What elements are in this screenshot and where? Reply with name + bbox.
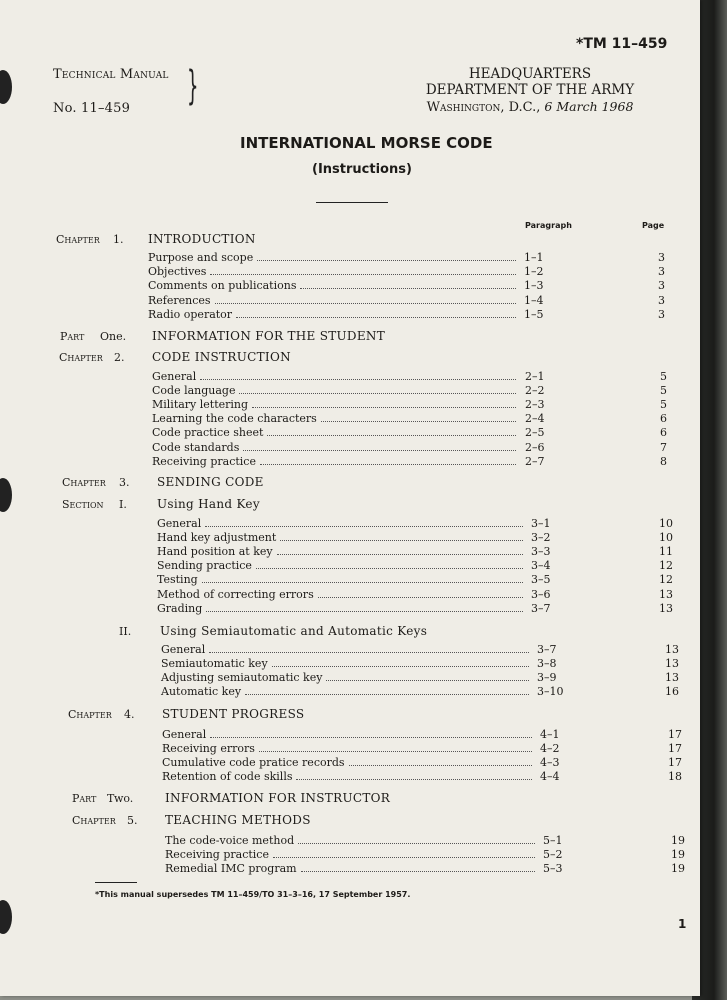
- toc-page-number: 13: [659, 587, 673, 601]
- dot-leader: [245, 693, 529, 695]
- toc-entry-title: Military lettering: [152, 398, 249, 412]
- toc-entry[interactable]: [161, 643, 533, 656]
- toc-entry[interactable]: [161, 671, 533, 684]
- toc-paragraph-number: 3–2: [531, 531, 551, 545]
- toc-entry[interactable]: [165, 834, 539, 847]
- toc-page-number: 3: [658, 307, 665, 321]
- brace: }: [186, 63, 199, 109]
- toc-entry-title: Receiving errors: [162, 742, 255, 756]
- toc-entry[interactable]: [162, 728, 536, 741]
- dot-leader: [259, 750, 532, 752]
- dot-leader: [256, 567, 523, 569]
- toc-heading: INTRODUCTION: [148, 232, 256, 246]
- toc-number: 5.: [127, 814, 138, 827]
- manual-label: Technical Manual: [53, 67, 169, 82]
- dot-leader: [277, 553, 523, 555]
- toc-paragraph-number: 4–2: [540, 742, 560, 756]
- toc-entry-title: General: [157, 517, 202, 530]
- toc-page-number: 19: [671, 862, 685, 876]
- paragraph-column-header: Paragraph: [525, 221, 572, 230]
- toc-page-number: 5: [660, 370, 667, 383]
- toc-paragraph-number: 1–2: [524, 265, 544, 279]
- toc-entry-title: References: [148, 293, 211, 307]
- toc-heading: INFORMATION FOR INSTRUCTOR: [165, 791, 391, 805]
- dot-leader: [200, 378, 516, 380]
- dot-leader: [272, 665, 529, 667]
- toc-entry-title: Objectives: [148, 265, 207, 279]
- toc-entry-title: Hand position at key: [157, 545, 273, 559]
- toc-number: 4.: [124, 708, 135, 721]
- toc-paragraph-number: 2–6: [525, 440, 545, 454]
- toc-entry-title: Sending practice: [157, 559, 252, 573]
- toc-entry-title: Radio operator: [148, 307, 233, 321]
- toc-page-number: 19: [671, 848, 685, 862]
- toc-label: Chapter: [68, 708, 112, 721]
- department-line: DEPARTMENT OF THE ARMY: [425, 82, 635, 98]
- footnote: *This manual supersedes TM 11–459/TO 31–3–16, 17 September 1957.: [95, 890, 411, 899]
- toc-paragraph-number: 3–4: [531, 559, 551, 573]
- toc-entry-title: Grading: [157, 601, 203, 615]
- toc-paragraph-number: 3–9: [537, 671, 557, 685]
- toc-paragraph-number: 5–3: [543, 862, 563, 876]
- toc-entry[interactable]: [157, 559, 527, 572]
- footnote-rule: [95, 882, 137, 883]
- toc-entry[interactable]: [152, 455, 520, 468]
- toc-heading: CODE INSTRUCTION: [152, 350, 291, 364]
- toc-heading: SENDING CODE: [157, 475, 264, 489]
- toc-entry[interactable]: [152, 370, 520, 383]
- toc-entry[interactable]: [157, 602, 527, 615]
- dot-leader: [280, 539, 523, 541]
- toc-page-number: 6: [660, 412, 667, 426]
- toc-paragraph-number: 3–7: [531, 601, 551, 615]
- toc-page-number: 13: [665, 671, 679, 685]
- toc-entry[interactable]: [157, 573, 527, 586]
- dot-leader: [301, 870, 535, 872]
- toc-entry[interactable]: [148, 265, 520, 278]
- toc-page-number: 17: [668, 756, 682, 770]
- dot-leader: [267, 434, 516, 436]
- dot-leader: [210, 273, 516, 275]
- dot-leader: [257, 259, 516, 261]
- toc-entry[interactable]: [157, 531, 527, 544]
- toc-page-number: 10: [659, 531, 673, 545]
- toc-entry[interactable]: [162, 756, 536, 769]
- toc-page-number: 16: [665, 685, 679, 699]
- toc-entry-title: Retention of code skills: [162, 770, 293, 784]
- toc-page-number: 12: [659, 573, 673, 587]
- toc-entry-title: Code language: [152, 384, 236, 398]
- toc-paragraph-number: 2–1: [525, 370, 545, 383]
- dot-leader: [273, 856, 535, 858]
- dot-leader: [206, 610, 523, 612]
- toc-page-number: 5: [660, 398, 667, 412]
- toc-paragraph-number: 3–6: [531, 587, 551, 601]
- dot-leader: [243, 449, 516, 451]
- toc-entry-title: Semiautomatic key: [161, 657, 268, 671]
- toc-paragraph-number: 3–7: [537, 643, 557, 656]
- toc-entry[interactable]: [161, 685, 533, 698]
- page-number: 1: [678, 917, 687, 931]
- toc-entry[interactable]: [152, 412, 520, 425]
- toc-entry-title: Adjusting semiautomatic key: [161, 671, 323, 685]
- toc-entry-title: Purpose and scope: [148, 251, 254, 264]
- toc-page-number: 13: [665, 657, 679, 671]
- dot-leader: [239, 392, 516, 394]
- toc-entry-title: Receiving practice: [165, 848, 269, 862]
- toc-entry-title: Remedial IMC program: [165, 862, 297, 876]
- toc-page-number: 17: [668, 742, 682, 756]
- dot-leader: [296, 778, 532, 780]
- toc-entry-title: Method of correcting errors: [157, 587, 314, 601]
- toc-entry[interactable]: [148, 279, 520, 292]
- toc-entry[interactable]: [152, 426, 520, 439]
- toc-paragraph-number: 3–8: [537, 657, 557, 671]
- toc-paragraph-number: 1–1: [524, 251, 544, 264]
- dot-leader: [321, 420, 516, 422]
- toc-entry[interactable]: [152, 398, 520, 411]
- date-line: Washington, D.C., 6 March 1968: [426, 99, 634, 115]
- dot-leader: [318, 596, 523, 598]
- toc-heading: Using Hand Key: [157, 497, 260, 511]
- toc-entry[interactable]: [157, 545, 527, 558]
- toc-paragraph-number: 3–5: [531, 573, 551, 587]
- toc-page-number: 3: [658, 293, 665, 307]
- toc-paragraph-number: 4–4: [540, 770, 560, 784]
- toc-number: II.: [119, 625, 132, 638]
- toc-paragraph-number: 3–1: [531, 517, 551, 530]
- toc-number: I.: [119, 498, 127, 511]
- toc-heading: STUDENT PROGRESS: [162, 707, 305, 721]
- dot-leader: [215, 302, 516, 304]
- toc-page-number: 11: [659, 545, 673, 559]
- dot-leader: [260, 463, 516, 465]
- toc-entry-title: The code-voice method: [165, 834, 295, 847]
- toc-number: Two.: [107, 792, 134, 805]
- toc-heading: INFORMATION FOR THE STUDENT: [152, 329, 386, 343]
- binder-hole: [0, 70, 12, 104]
- binder-hole: [0, 900, 12, 934]
- toc-page-number: 12: [659, 559, 673, 573]
- toc-paragraph-number: 5–1: [543, 834, 563, 847]
- toc-number: 1.: [113, 233, 124, 246]
- toc-entry-title: Comments on publications: [148, 279, 297, 293]
- binder-hole: [0, 478, 12, 512]
- toc-paragraph-number: 1–3: [524, 279, 544, 293]
- toc-page-number: 5: [660, 384, 667, 398]
- toc-label: Part: [72, 792, 97, 805]
- toc-page-number: 17: [668, 728, 682, 741]
- toc-paragraph-number: 3–10: [537, 685, 564, 699]
- toc-page-number: 18: [668, 770, 682, 784]
- toc-paragraph-number: 3–3: [531, 545, 551, 559]
- document-id: *TM 11–459: [576, 36, 668, 52]
- toc-page-number: 6: [660, 426, 667, 440]
- toc-entry-title: General: [161, 643, 206, 656]
- toc-page-number: 13: [659, 601, 673, 615]
- dot-leader: [202, 581, 523, 583]
- toc-entry-title: General: [162, 728, 207, 741]
- dot-leader: [326, 679, 529, 681]
- toc-entry-title: Receiving practice: [152, 454, 256, 468]
- toc-heading: Using Semiautomatic and Automatic Keys: [160, 624, 428, 638]
- toc-page-number: 19: [671, 834, 685, 847]
- toc-entry[interactable]: [152, 441, 520, 454]
- toc-entry-title: Learning the code characters: [152, 412, 317, 426]
- toc-entry[interactable]: [148, 294, 520, 307]
- toc-paragraph-number: 1–4: [524, 293, 544, 307]
- page-title: INTERNATIONAL MORSE CODE: [240, 134, 493, 152]
- toc-number: 2.: [114, 351, 125, 364]
- toc-paragraph-number: 2–5: [525, 426, 545, 440]
- dot-leader: [298, 842, 535, 844]
- dot-leader: [300, 287, 516, 289]
- page-column-header: Page: [642, 221, 665, 230]
- dot-leader: [236, 316, 516, 318]
- toc-label: Chapter: [62, 476, 106, 489]
- page-subtitle: (Instructions): [312, 162, 412, 177]
- toc-label: Chapter: [59, 351, 103, 364]
- toc-entry[interactable]: [152, 384, 520, 397]
- toc-entry[interactable]: [157, 517, 527, 530]
- toc-paragraph-number: 2–3: [525, 398, 545, 412]
- toc-label: Part: [60, 330, 85, 343]
- toc-entry-title: Hand key adjustment: [157, 531, 277, 545]
- toc-page-number: 7: [660, 440, 667, 454]
- toc-page-number: 13: [665, 643, 679, 656]
- toc-paragraph-number: 2–4: [525, 412, 545, 426]
- toc-paragraph-number: 2–7: [525, 454, 545, 468]
- dot-leader: [252, 406, 516, 408]
- dot-leader: [349, 764, 532, 766]
- toc-page-number: 3: [658, 265, 665, 279]
- toc-page-number: 3: [658, 251, 665, 264]
- toc-entry[interactable]: [162, 770, 536, 783]
- toc-entry[interactable]: [162, 742, 536, 755]
- toc-label: Section: [62, 498, 104, 511]
- toc-paragraph-number: 1–5: [524, 307, 544, 321]
- toc-entry[interactable]: [165, 848, 539, 861]
- toc-entry-title: Code practice sheet: [152, 426, 264, 440]
- toc-paragraph-number: 4–1: [540, 728, 560, 741]
- toc-entry[interactable]: [148, 251, 520, 264]
- dot-leader: [209, 651, 529, 653]
- toc-entry[interactable]: [148, 308, 520, 321]
- toc-paragraph-number: 2–2: [525, 384, 545, 398]
- toc-entry[interactable]: [161, 657, 533, 670]
- toc-page-number: 10: [659, 517, 673, 530]
- toc-page-number: 3: [658, 279, 665, 293]
- toc-entry-title: Code standards: [152, 440, 240, 454]
- toc-paragraph-number: 4–3: [540, 756, 560, 770]
- hq-line: HEADQUARTERS: [468, 66, 592, 82]
- toc-number: One.: [100, 330, 127, 343]
- toc-entry-title: Automatic key: [161, 685, 242, 699]
- toc-heading: TEACHING METHODS: [165, 813, 311, 827]
- toc-entry-title: Testing: [157, 573, 198, 587]
- toc-entry-title: Cumulative code pratice records: [162, 756, 345, 770]
- toc-label: Chapter: [56, 233, 100, 246]
- toc-entry[interactable]: [157, 588, 527, 601]
- toc-entry-title: General: [152, 370, 197, 383]
- toc-page-number: 8: [660, 454, 667, 468]
- toc-entry[interactable]: [165, 862, 539, 875]
- toc-label: Chapter: [72, 814, 116, 827]
- manual-number: No. 11–459: [53, 101, 131, 116]
- toc-paragraph-number: 5–2: [543, 848, 563, 862]
- dot-leader: [205, 525, 523, 527]
- title-rule: [316, 202, 388, 203]
- dot-leader: [210, 736, 532, 738]
- toc-number: 3.: [119, 476, 130, 489]
